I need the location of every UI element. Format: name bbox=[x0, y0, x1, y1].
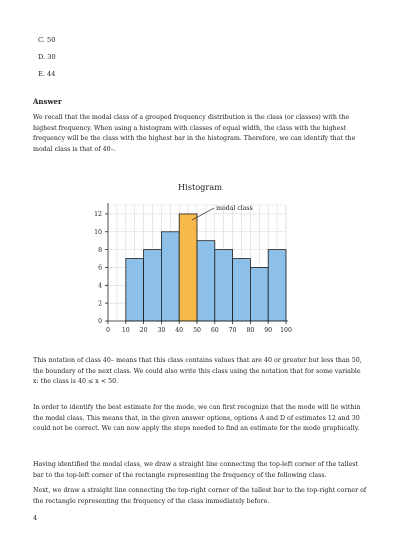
y-tick-label: 10 bbox=[94, 228, 102, 236]
paragraph-step-two: Next, we draw a straight line connecting the top-right corner of the tallest bar to the top-right corner of the rectangle representing the frequency of the class immediately before. bbox=[33, 487, 367, 505]
answer-option-e: E. 44 bbox=[38, 70, 56, 78]
page-number: 4 bbox=[33, 514, 38, 522]
paragraph-class-notation: This notation of class 40– means that this class contains values that are 40 or greater but less than 50, the boundary of the next class. We could also write this class using the notation that for some variable x: the class is 40 ≤ x < 50. bbox=[33, 357, 362, 386]
histogram-bar bbox=[250, 267, 268, 321]
histogram-bar bbox=[197, 241, 215, 321]
paragraph-modal-class: We recall that the modal class of a grouped frequency distribution is the class (or classes) with the highest frequency. When using a histogram with classes of equal width, the class with the highest frequency will be the class with the highest bar in the histogram. Therefore, we can identify that the modal class is that of 40–. bbox=[33, 114, 356, 153]
paragraph-best-estimate: In order to identify the best estimate for the mode, we can first recognize that the mode will lie within the modal class. This means that, in the given answer options, options A and D of estimates 12 and 30 could not be correct. We can now apply the steps needed to find an estimate for the mode graphically. bbox=[33, 404, 361, 433]
histogram-bar bbox=[268, 250, 286, 321]
y-tick-label: 4 bbox=[98, 282, 102, 290]
x-tick-label: 50 bbox=[193, 327, 201, 334]
annotation-label: modal class bbox=[216, 205, 253, 212]
paragraph-step-one: Having identified the modal class, we draw a straight line connecting the top-left corner of the tallest bar to the top-left corner of the rectangle representing the frequency of the following class. bbox=[33, 461, 358, 479]
answer-heading: Answer bbox=[33, 97, 62, 106]
x-tick-label: 100 bbox=[280, 327, 292, 334]
x-tick-label: 30 bbox=[157, 327, 166, 334]
x-tick-label: 80 bbox=[246, 327, 255, 334]
histogram-bar-modal bbox=[179, 214, 197, 321]
answer-option-c: C. 50 bbox=[38, 36, 56, 44]
y-tick-label: 2 bbox=[98, 300, 102, 308]
x-tick-label: 0 bbox=[106, 327, 110, 334]
y-tick-label: 12 bbox=[94, 211, 102, 219]
histogram-bar bbox=[144, 250, 162, 321]
x-tick-label: 40 bbox=[175, 327, 184, 334]
chart-title: Histogram bbox=[178, 182, 222, 192]
x-tick-label: 90 bbox=[264, 327, 273, 334]
x-tick-label: 20 bbox=[139, 327, 148, 334]
x-tick-label: 10 bbox=[121, 327, 130, 334]
histogram-chart bbox=[0, 195, 400, 345]
answer-option-d: D. 30 bbox=[38, 53, 56, 61]
histogram-bar bbox=[215, 250, 233, 321]
x-tick-label: 70 bbox=[228, 327, 237, 334]
histogram-bar bbox=[161, 232, 179, 321]
x-tick-label: 60 bbox=[210, 327, 219, 334]
histogram-bar bbox=[126, 259, 144, 321]
histogram-bar bbox=[233, 259, 251, 321]
y-tick-label: 0 bbox=[98, 318, 102, 326]
y-tick-label: 8 bbox=[98, 246, 102, 254]
y-tick-label: 6 bbox=[98, 264, 102, 272]
